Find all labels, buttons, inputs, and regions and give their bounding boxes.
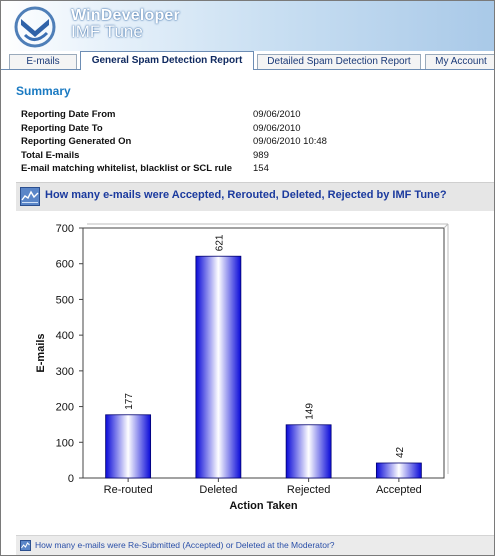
summary-row [21,149,327,163]
tab-my-account[interactable]: My Account [425,54,495,69]
report-content [1,70,494,556]
y-tick-label: 700 [55,223,74,235]
x-tick-label: Re-routed [103,484,153,496]
tab-bar [1,51,494,70]
bar-data-label: 177 [124,393,136,410]
brand-name: WinDeveloper [71,7,180,24]
summary-label: Total E-mails [21,149,80,161]
summary-row [21,135,327,149]
y-axis-title: E-mails [35,333,47,373]
moderator-question-link[interactable]: How many e-mails were Re-Submitted (Accepted) or Deleted at the Moderator? [35,540,335,550]
summary-value: 09/06/2010 10:48 [253,136,327,148]
x-axis-title: Action Taken [229,500,298,512]
summary-label: E-mail matching whitelist, blacklist or SCL rule [21,163,232,175]
plot-depth-corner [444,224,448,228]
bar [286,425,331,478]
chart-question-title: How many e-mails were Accepted, Rerouted, Deleted, Rejected by IMF Tune? [45,189,447,201]
x-tick-label: Rejected [286,484,331,496]
bar-chart [16,211,494,530]
chart-question-header [16,182,494,212]
y-tick-label: 500 [55,294,74,307]
summary-label: Reporting Date To [21,122,103,134]
bar [376,463,421,478]
summary-label: Reporting Date From [21,109,116,121]
summary-value: 154 [253,163,269,175]
x-tick-label: Accepted [375,484,422,496]
action-taken-chart [16,211,494,530]
summary-label: Reporting Generated On [21,136,132,148]
tab-emails[interactable]: E-mails [9,54,77,69]
chart-line-icon [20,187,40,206]
chart-line-icon [20,540,31,551]
summary-table [21,108,327,176]
windeveloper-logo-icon [13,5,57,49]
summary-row [21,108,327,122]
y-tick-label: 100 [55,437,74,450]
y-tick-label: 0 [67,473,74,485]
bar-data-label: 621 [214,234,226,252]
summary-row [21,122,327,136]
moderator-question-header[interactable] [16,535,494,556]
tab-detailed-spam-detection-report[interactable]: Detailed Spam Detection Report [257,54,421,69]
x-tick-label: Deleted [199,484,238,496]
y-tick-label: 200 [55,401,74,414]
bar [106,415,151,478]
y-tick-label: 400 [55,330,74,343]
y-tick-label: 300 [55,365,74,378]
bar-data-label: 149 [304,403,316,420]
product-name: IMF Tune [71,22,143,41]
y-tick-label: 600 [55,258,74,271]
summary-heading: Summary [16,84,71,98]
bar-data-label: 42 [394,446,406,458]
bar [196,256,241,478]
summary-row [21,162,327,176]
summary-value: 09/06/2010 [253,109,301,121]
tab-general-spam-detection-report[interactable]: General Spam Detection Report [80,51,254,70]
app-header [1,1,494,51]
summary-value: 989 [253,149,269,161]
summary-value: 09/06/2010 [253,122,301,134]
